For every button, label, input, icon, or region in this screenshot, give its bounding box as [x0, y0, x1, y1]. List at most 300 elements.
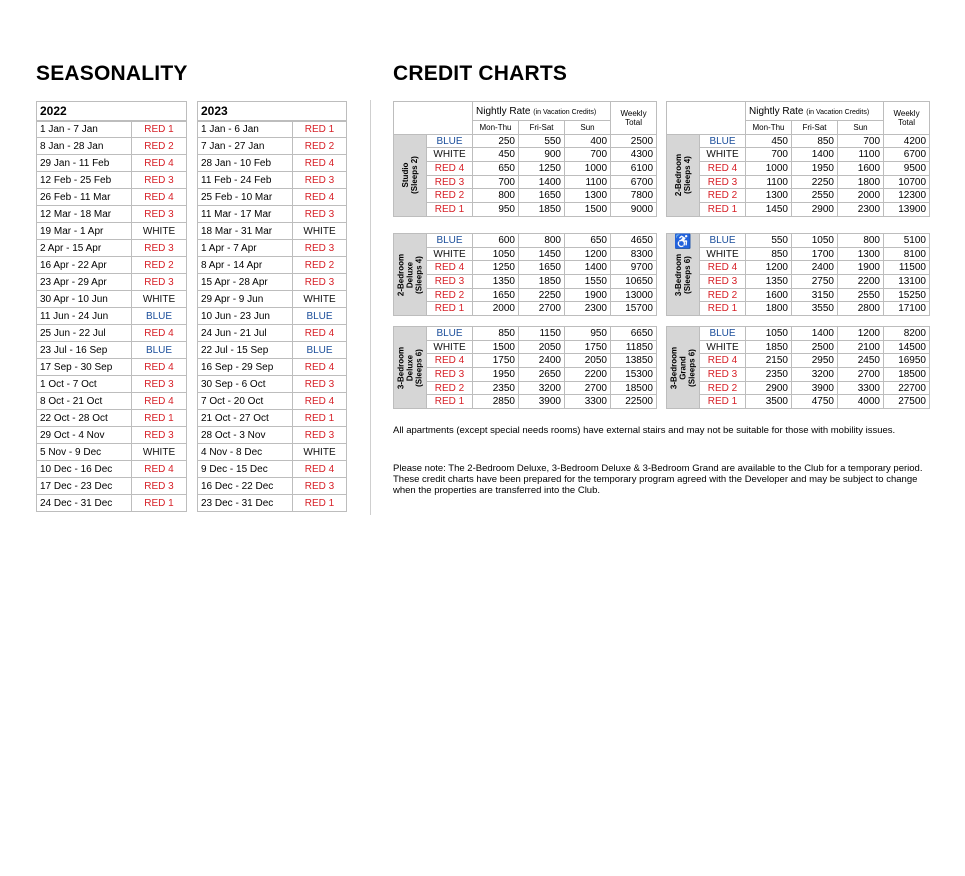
season-code: WHITE: [293, 223, 347, 240]
weekly-value: 9700: [611, 261, 657, 275]
credit-season: RED 3: [700, 175, 746, 189]
season-code: RED 4: [132, 461, 187, 478]
credit-season: RED 2: [700, 381, 746, 395]
unit-label: [667, 134, 700, 216]
fri-sat-value: 2950: [792, 354, 838, 368]
season-code: RED 4: [293, 155, 347, 172]
credit-season: BLUE: [427, 134, 473, 148]
credit-season: WHITE: [427, 247, 473, 261]
weekly-label: Weekly: [620, 108, 647, 118]
season-row: [37, 325, 187, 342]
season-dates: 16 Sep - 29 Sep: [198, 359, 293, 376]
season-code: RED 3: [293, 172, 347, 189]
sun-value: 1200: [565, 247, 611, 261]
season-code: RED 3: [132, 206, 187, 223]
credit-row: [667, 381, 930, 395]
season-dates: 1 Oct - 7 Oct: [37, 376, 132, 393]
sun-value: 1900: [565, 288, 611, 302]
season-code: RED 4: [132, 393, 187, 410]
unit-label: [394, 234, 427, 316]
fri-sat-value: 3900: [792, 381, 838, 395]
credit-row: [394, 395, 657, 409]
mon-thu-value: 250: [473, 134, 519, 148]
sun-value: 1900: [838, 261, 884, 275]
credit-row: [667, 302, 930, 316]
weekly-value: 17100: [884, 302, 930, 316]
sun-value: 2450: [838, 354, 884, 368]
fri-sat-value: 2050: [519, 340, 565, 354]
unit-label: [667, 327, 700, 409]
season-dates: 21 Oct - 27 Oct: [198, 410, 293, 427]
mon-thu-value: 550: [746, 234, 792, 248]
season-row: [198, 155, 347, 172]
fri-sat-value: 3200: [519, 381, 565, 395]
weekly-value: 5100: [884, 234, 930, 248]
credit-season: RED 4: [427, 162, 473, 176]
weekly-value: 13850: [611, 354, 657, 368]
season-dates: 28 Jan - 10 Feb: [198, 155, 293, 172]
season-dates: 7 Jan - 27 Jan: [198, 138, 293, 155]
season-code: RED 4: [293, 461, 347, 478]
season-code: WHITE: [293, 444, 347, 461]
season-dates: 25 Feb - 10 Mar: [198, 189, 293, 206]
weekly-value: 15250: [884, 288, 930, 302]
mon-thu-value: 2150: [746, 354, 792, 368]
credit-row: [667, 234, 930, 248]
credit-table: [393, 326, 657, 409]
credit-row: [667, 189, 930, 203]
season-dates: 12 Feb - 25 Feb: [37, 172, 132, 189]
mon-thu-value: 2000: [473, 302, 519, 316]
season-row: [198, 138, 347, 155]
mon-thu-value: 1950: [473, 368, 519, 382]
fri-sat-header: Fri-Sat: [519, 121, 565, 135]
season-dates: 9 Dec - 15 Dec: [198, 461, 293, 478]
fri-sat-value: 1700: [792, 247, 838, 261]
nightly-rate-header: [746, 102, 884, 121]
fri-sat-value: 900: [519, 148, 565, 162]
credit-season: RED 4: [427, 354, 473, 368]
fri-sat-value: 3200: [792, 368, 838, 382]
credit-table: [666, 326, 930, 409]
season-dates: 23 Dec - 31 Dec: [198, 495, 293, 512]
credit-season: RED 3: [427, 175, 473, 189]
weekly-value: 6700: [884, 148, 930, 162]
season-dates: 8 Apr - 14 Apr: [198, 257, 293, 274]
weekly-value: 2500: [611, 134, 657, 148]
season-row: [198, 172, 347, 189]
season-row: [198, 478, 347, 495]
credit-table: [393, 233, 657, 316]
credit-row: [394, 368, 657, 382]
weekly-value: 15700: [611, 302, 657, 316]
season-code: RED 3: [293, 240, 347, 257]
credit-row: [667, 148, 930, 162]
credit-row: [667, 162, 930, 176]
season-row: [198, 393, 347, 410]
credit-season: RED 2: [700, 189, 746, 203]
sun-value: 1750: [565, 340, 611, 354]
credit-row: [667, 327, 930, 341]
sun-value: 2700: [838, 368, 884, 382]
weekly-value: 18500: [884, 368, 930, 382]
weekly-value: 13100: [884, 275, 930, 289]
wheelchair-icon: ♿: [674, 233, 692, 249]
season-dates: 24 Jun - 21 Jul: [198, 325, 293, 342]
fri-sat-header: Fri-Sat: [792, 121, 838, 135]
season-row: [37, 138, 187, 155]
weekly-value: 18500: [611, 381, 657, 395]
sun-value: 1000: [565, 162, 611, 176]
season-code: BLUE: [132, 342, 187, 359]
column-divider: [370, 100, 371, 515]
credit-season: RED 3: [427, 275, 473, 289]
season-row: [198, 444, 347, 461]
credit-table: [393, 101, 657, 217]
fri-sat-value: 2650: [519, 368, 565, 382]
season-dates: 8 Jan - 28 Jan: [37, 138, 132, 155]
sun-value: 1300: [565, 189, 611, 203]
season-dates: 8 Oct - 21 Oct: [37, 393, 132, 410]
credit-row: [394, 340, 657, 354]
weekly-value: 14500: [884, 340, 930, 354]
season-dates: 16 Apr - 22 Apr: [37, 257, 132, 274]
mon-thu-value: 2350: [746, 368, 792, 382]
unit-label-line: 2-Bedroom: [396, 253, 406, 296]
season-dates: 24 Dec - 31 Dec: [37, 495, 132, 512]
weekly-value: 6700: [611, 175, 657, 189]
unit-label-line: Studio: [401, 162, 410, 188]
season-dates: 23 Apr - 29 Apr: [37, 274, 132, 291]
sun-value: 1200: [838, 327, 884, 341]
season-code: RED 3: [293, 206, 347, 223]
unit-label: [394, 134, 427, 216]
season-code: RED 4: [293, 359, 347, 376]
unit-label-line: (Sleeps 6): [414, 348, 424, 387]
mon-thu-value: 1650: [473, 288, 519, 302]
credit-season: RED 1: [427, 395, 473, 409]
season-row: [37, 359, 187, 376]
credit-row: [667, 395, 930, 409]
sun-value: 2300: [838, 203, 884, 217]
credit-row: [667, 368, 930, 382]
season-row: [198, 461, 347, 478]
fri-sat-value: 3550: [792, 302, 838, 316]
credit-season: RED 2: [427, 189, 473, 203]
unit-label-line: (Sleeps 6): [687, 348, 697, 387]
season-dates: 7 Oct - 20 Oct: [198, 393, 293, 410]
season-row: [198, 495, 347, 512]
unit-label-line: Grand: [678, 355, 688, 380]
season-code: RED 4: [293, 325, 347, 342]
mon-thu-value: 1300: [746, 189, 792, 203]
season-dates: 1 Jan - 6 Jan: [198, 121, 293, 138]
season-dates: 1 Apr - 7 Apr: [198, 240, 293, 257]
season-dates: 5 Nov - 9 Dec: [37, 444, 132, 461]
season-code: RED 4: [132, 189, 187, 206]
mon-thu-value: 1500: [473, 340, 519, 354]
season-row: [198, 291, 347, 308]
weekly-value: 11500: [884, 261, 930, 275]
weekly-value: 9500: [884, 162, 930, 176]
unit-label-line: Deluxe: [405, 261, 415, 288]
weekly-value: 8200: [884, 327, 930, 341]
weekly-value: 13900: [884, 203, 930, 217]
credit-season: RED 4: [700, 162, 746, 176]
weekly-value: 13000: [611, 288, 657, 302]
season-dates: 30 Apr - 10 Jun: [37, 291, 132, 308]
season-table-2023: [197, 101, 347, 512]
fri-sat-value: 3900: [519, 395, 565, 409]
credit-season: RED 2: [427, 381, 473, 395]
season-code: RED 2: [132, 257, 187, 274]
season-dates: 17 Sep - 30 Sep: [37, 359, 132, 376]
fri-sat-value: 4750: [792, 395, 838, 409]
weekly-value: 8100: [884, 247, 930, 261]
season-dates: 29 Oct - 4 Nov: [37, 427, 132, 444]
mon-thu-value: 650: [473, 162, 519, 176]
weekly-value: 8300: [611, 247, 657, 261]
credit-row: [667, 354, 930, 368]
weekly-value: 6650: [611, 327, 657, 341]
credit-row: [667, 134, 930, 148]
weekly-value: 12300: [884, 189, 930, 203]
season-dates: 11 Feb - 24 Feb: [198, 172, 293, 189]
credit-season: RED 1: [427, 203, 473, 217]
season-row: [37, 274, 187, 291]
sun-value: 1100: [838, 148, 884, 162]
unit-label-line: 3-Bedroom: [396, 346, 406, 389]
season-code: RED 3: [132, 172, 187, 189]
mon-thu-value: 1200: [746, 261, 792, 275]
sun-value: 950: [565, 327, 611, 341]
season-row: [37, 189, 187, 206]
season-dates: 22 Oct - 28 Oct: [37, 410, 132, 427]
mon-thu-value: 1350: [746, 275, 792, 289]
unit-label-line: (Sleeps 4): [414, 255, 424, 294]
weekly-value: 7800: [611, 189, 657, 203]
fri-sat-value: 2400: [519, 354, 565, 368]
season-dates: 16 Dec - 22 Dec: [198, 478, 293, 495]
weekly-label: Weekly: [893, 108, 920, 118]
season-code: RED 3: [132, 274, 187, 291]
credit-season: BLUE: [427, 327, 473, 341]
season-row: [198, 325, 347, 342]
nightly-rate-label: Nightly Rate: [749, 105, 804, 117]
credit-row: [394, 288, 657, 302]
fri-sat-value: 850: [792, 134, 838, 148]
season-row: [37, 240, 187, 257]
sun-value: 3300: [565, 395, 611, 409]
season-code: RED 4: [293, 189, 347, 206]
credit-season: RED 1: [700, 395, 746, 409]
credit-row: [394, 381, 657, 395]
credit-season: RED 3: [700, 275, 746, 289]
season-dates: 1 Jan - 7 Jan: [37, 121, 132, 138]
season-row: [198, 376, 347, 393]
season-row: [198, 240, 347, 257]
unit-label-text: [670, 346, 697, 388]
mon-thu-value: 700: [746, 148, 792, 162]
credit-charts-heading: CREDIT CHARTS: [393, 62, 568, 85]
mon-thu-value: 2350: [473, 381, 519, 395]
credit-table: [666, 101, 930, 217]
credit-row: [394, 354, 657, 368]
sun-value: 650: [565, 234, 611, 248]
credit-season: BLUE: [700, 234, 746, 248]
season-code: BLUE: [293, 342, 347, 359]
mon-thu-value: 450: [473, 148, 519, 162]
weekly-total-header: [884, 102, 930, 135]
credit-season: RED 3: [700, 368, 746, 382]
season-code: RED 2: [132, 138, 187, 155]
credit-season: WHITE: [700, 247, 746, 261]
season-code: BLUE: [132, 308, 187, 325]
season-dates: 26 Feb - 11 Mar: [37, 189, 132, 206]
weekly-total-header: [611, 102, 657, 135]
weekly-value: 15300: [611, 368, 657, 382]
fri-sat-value: 1650: [519, 261, 565, 275]
mon-thu-value: 1000: [746, 162, 792, 176]
sun-header: Sun: [838, 121, 884, 135]
weekly-value: 11850: [611, 340, 657, 354]
unit-label-line: 3-Bedroom: [669, 346, 679, 389]
sun-value: 1100: [565, 175, 611, 189]
credit-season: RED 1: [700, 302, 746, 316]
unit-label: [394, 327, 427, 409]
mon-thu-value: 850: [473, 327, 519, 341]
mon-thu-value: 2850: [473, 395, 519, 409]
season-code: RED 3: [293, 376, 347, 393]
sun-value: 700: [565, 148, 611, 162]
sun-value: 2200: [565, 368, 611, 382]
unit-label: [667, 234, 700, 316]
credit-season: RED 2: [700, 288, 746, 302]
season-row: [37, 461, 187, 478]
season-row: [37, 410, 187, 427]
fri-sat-value: 1950: [792, 162, 838, 176]
mon-thu-value: 1100: [746, 175, 792, 189]
season-dates: 2 Apr - 15 Apr: [37, 240, 132, 257]
season-dates: 28 Oct - 3 Nov: [198, 427, 293, 444]
season-code: WHITE: [132, 291, 187, 308]
credit-season: RED 2: [427, 288, 473, 302]
fri-sat-value: 1050: [792, 234, 838, 248]
weekly-value: 4650: [611, 234, 657, 248]
fri-sat-value: 2750: [792, 275, 838, 289]
mon-thu-value: 1350: [473, 275, 519, 289]
weekly-value: 4200: [884, 134, 930, 148]
credit-row: [667, 340, 930, 354]
sun-value: 2200: [838, 275, 884, 289]
fri-sat-value: 1650: [519, 189, 565, 203]
season-dates: 19 Mar - 1 Apr: [37, 223, 132, 240]
weekly-value: 10650: [611, 275, 657, 289]
season-row: [198, 223, 347, 240]
season-row: [37, 121, 187, 138]
credit-season: RED 4: [700, 354, 746, 368]
fri-sat-value: 1400: [519, 175, 565, 189]
fri-sat-value: 1850: [519, 275, 565, 289]
mon-thu-value: 1250: [473, 261, 519, 275]
fri-sat-value: 1250: [519, 162, 565, 176]
weekly-value: 16950: [884, 354, 930, 368]
season-row: [198, 342, 347, 359]
season-code: BLUE: [293, 308, 347, 325]
unit-label-text: [674, 154, 692, 196]
credit-row: [394, 134, 657, 148]
weekly-value: 6100: [611, 162, 657, 176]
header-blank: [667, 102, 746, 135]
sun-value: 4000: [838, 395, 884, 409]
season-row: [37, 291, 187, 308]
credit-row: [394, 203, 657, 217]
fri-sat-value: 1850: [519, 203, 565, 217]
sun-value: 800: [838, 234, 884, 248]
season-code: RED 3: [293, 427, 347, 444]
fri-sat-value: 1150: [519, 327, 565, 341]
total-label: Total: [898, 117, 915, 127]
mon-thu-value: 1750: [473, 354, 519, 368]
credit-row: [394, 275, 657, 289]
fri-sat-value: 2700: [519, 302, 565, 316]
credit-season: RED 3: [427, 368, 473, 382]
season-dates: 22 Jul - 15 Sep: [198, 342, 293, 359]
credit-row: [394, 261, 657, 275]
season-row: [37, 172, 187, 189]
season-row: [198, 257, 347, 274]
season-dates: 18 Mar - 31 Mar: [198, 223, 293, 240]
nightly-rate-label: Nightly Rate: [476, 105, 531, 117]
sun-value: 2800: [838, 302, 884, 316]
unit-label-line: Deluxe: [405, 354, 415, 381]
credit-season: RED 4: [700, 261, 746, 275]
mon-thu-value: 1450: [746, 203, 792, 217]
season-row: [198, 308, 347, 325]
fri-sat-value: 2400: [792, 261, 838, 275]
credit-row: [667, 175, 930, 189]
sun-value: 2100: [838, 340, 884, 354]
stairs-note: All apartments (except special needs rooms) have external stairs and may not be suitable for those with mobility issues.: [393, 425, 896, 436]
season-code: RED 1: [293, 495, 347, 512]
credit-row: [667, 247, 930, 261]
season-year: 2022: [37, 102, 187, 121]
season-row: [37, 342, 187, 359]
weekly-value: 4300: [611, 148, 657, 162]
credit-table: [666, 233, 930, 316]
credit-season: WHITE: [700, 148, 746, 162]
unit-label-line: 2-Bedroom: [674, 154, 683, 197]
season-code: RED 1: [293, 410, 347, 427]
credit-season: WHITE: [427, 340, 473, 354]
season-code: WHITE: [293, 291, 347, 308]
season-code: RED 3: [293, 478, 347, 495]
season-dates: 25 Jun - 22 Jul: [37, 325, 132, 342]
season-dates: 17 Dec - 23 Dec: [37, 478, 132, 495]
season-dates: 23 Jul - 16 Sep: [37, 342, 132, 359]
unit-label-line: (Sleeps 4): [683, 156, 692, 195]
fri-sat-value: 2900: [792, 203, 838, 217]
credit-season: BLUE: [700, 134, 746, 148]
credit-season: BLUE: [700, 327, 746, 341]
season-row: [198, 274, 347, 291]
sun-value: 2700: [565, 381, 611, 395]
fri-sat-value: 2250: [792, 175, 838, 189]
season-row: [37, 223, 187, 240]
season-row: [37, 376, 187, 393]
fri-sat-value: 3150: [792, 288, 838, 302]
season-code: RED 4: [132, 325, 187, 342]
